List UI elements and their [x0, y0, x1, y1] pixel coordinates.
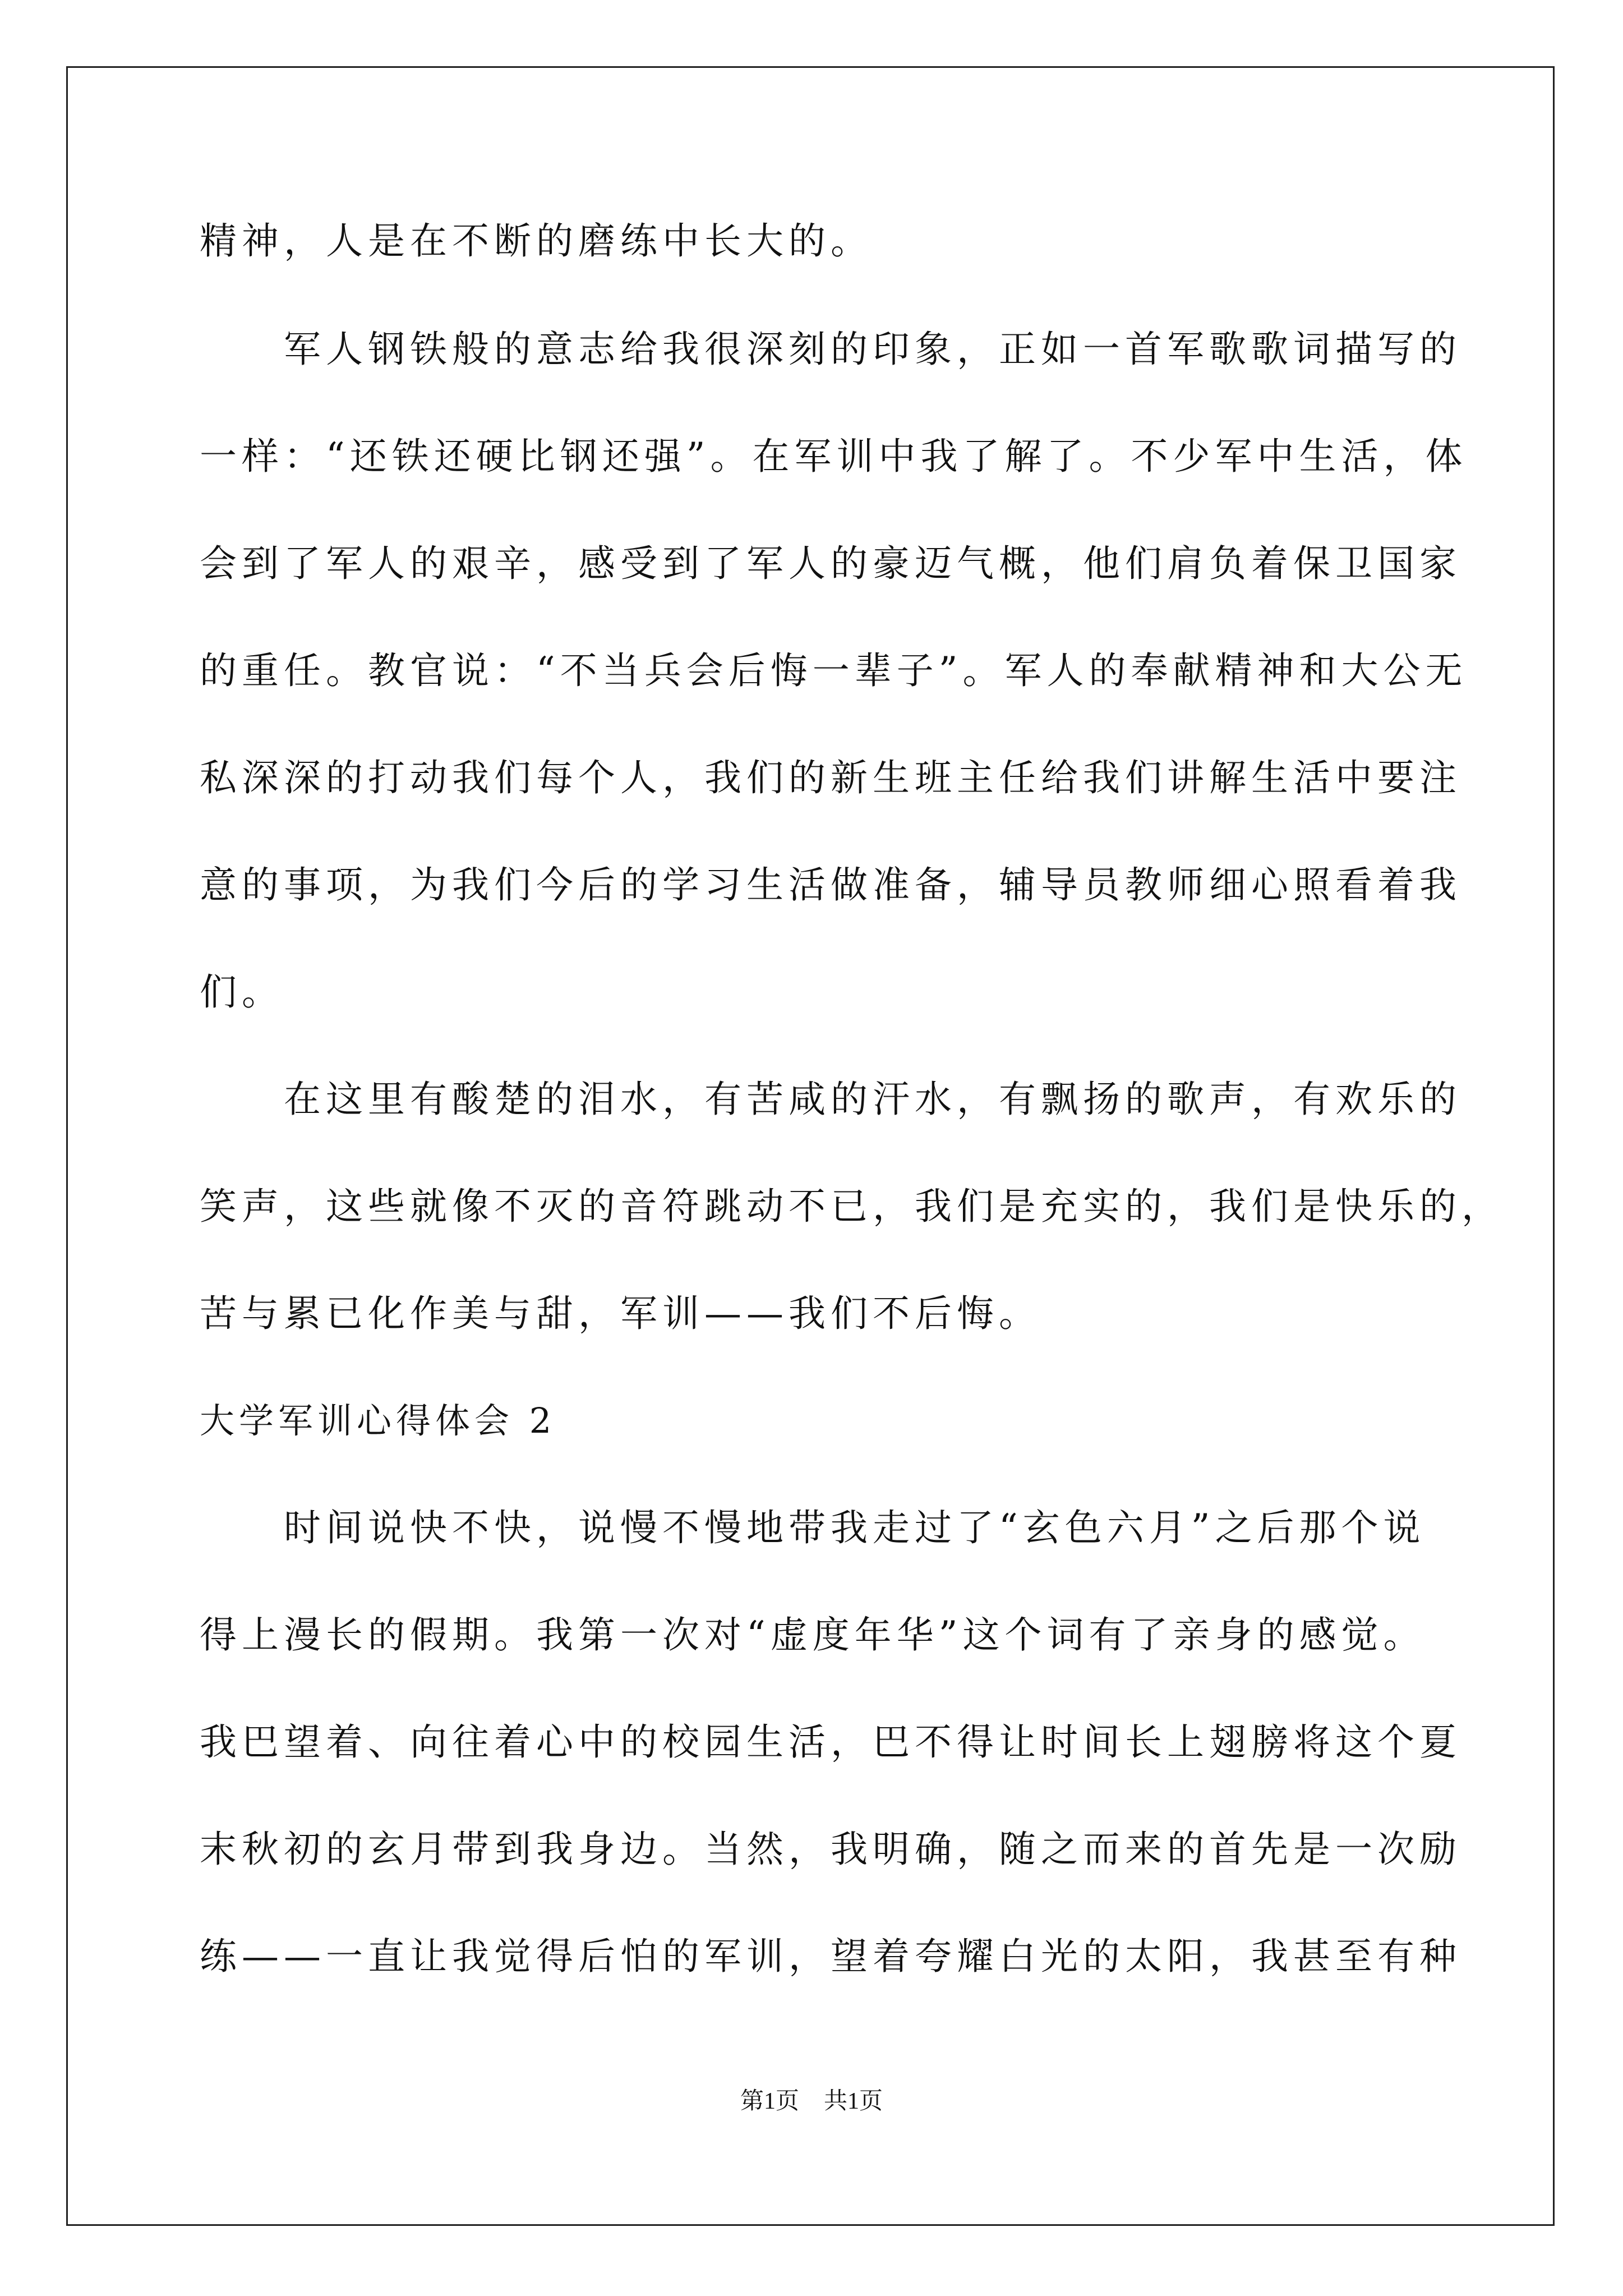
page-footer	[0, 2082, 1623, 2116]
text-line: 笑声，这些就像不灭的音符跳动不已，我们是充实的，我们是快乐的，	[200, 1185, 1504, 1228]
text-line: 练——一直让我觉得后怕的军训，望着夸耀白光的太阳，我甚至有种	[200, 1935, 1461, 1978]
page-number-current: 第1页	[740, 2088, 799, 2114]
text-line: 私深深的打动我们每个人，我们的新生班主任给我们讲解生活中要注	[200, 756, 1461, 799]
paragraph-first-line: 时间说快不快，说慢不慢地带我走过了“玄色六月”之后那个说	[284, 1506, 1426, 1549]
paragraph-first-line: 在这里有酸楚的泪水，有苦咸的汗水，有飘扬的歌声，有欢乐的	[284, 1078, 1461, 1121]
section-heading: 大学军训心得体会 2	[200, 1400, 556, 1441]
text-line: 末秋初的玄月带到我身边。当然，我明确，随之而来的首先是一次励	[200, 1828, 1461, 1871]
page-number-total: 共1页	[824, 2088, 883, 2114]
page-border	[66, 66, 1555, 2226]
text-line: 得上漫长的假期。我第一次对“虚度年华”这个词有了亲身的感觉。	[200, 1613, 1426, 1657]
paragraph-first-line: 军人钢铁般的意志给我很深刻的印象，正如一首军歌歌词描写的	[284, 328, 1461, 371]
text-line: 苦与累已化作美与甜，军训——我们不后悔。	[200, 1292, 1041, 1335]
text-line: 意的事项，为我们今后的学习生活做准备，辅导员教师细心照看着我	[200, 863, 1461, 907]
text-line: 的重任。教官说：“不当兵会后悔一辈子”。军人的奉献精神和大公无	[200, 649, 1468, 692]
text-line: 精神，人是在不断的磨练中长大的。	[200, 219, 873, 263]
text-line: 一样：“还铁还硬比钢还强”。在军训中我了解了。不少军中生活，体	[200, 435, 1468, 478]
text-line: 会到了军人的艰辛，感受到了军人的豪迈气概，他们肩负着保卫国家	[200, 542, 1461, 585]
text-line: 们。	[200, 970, 284, 1014]
text-line: 我巴望着、向往着心中的校园生活，巴不得让时间长上翅膀将这个夏	[200, 1720, 1461, 1764]
